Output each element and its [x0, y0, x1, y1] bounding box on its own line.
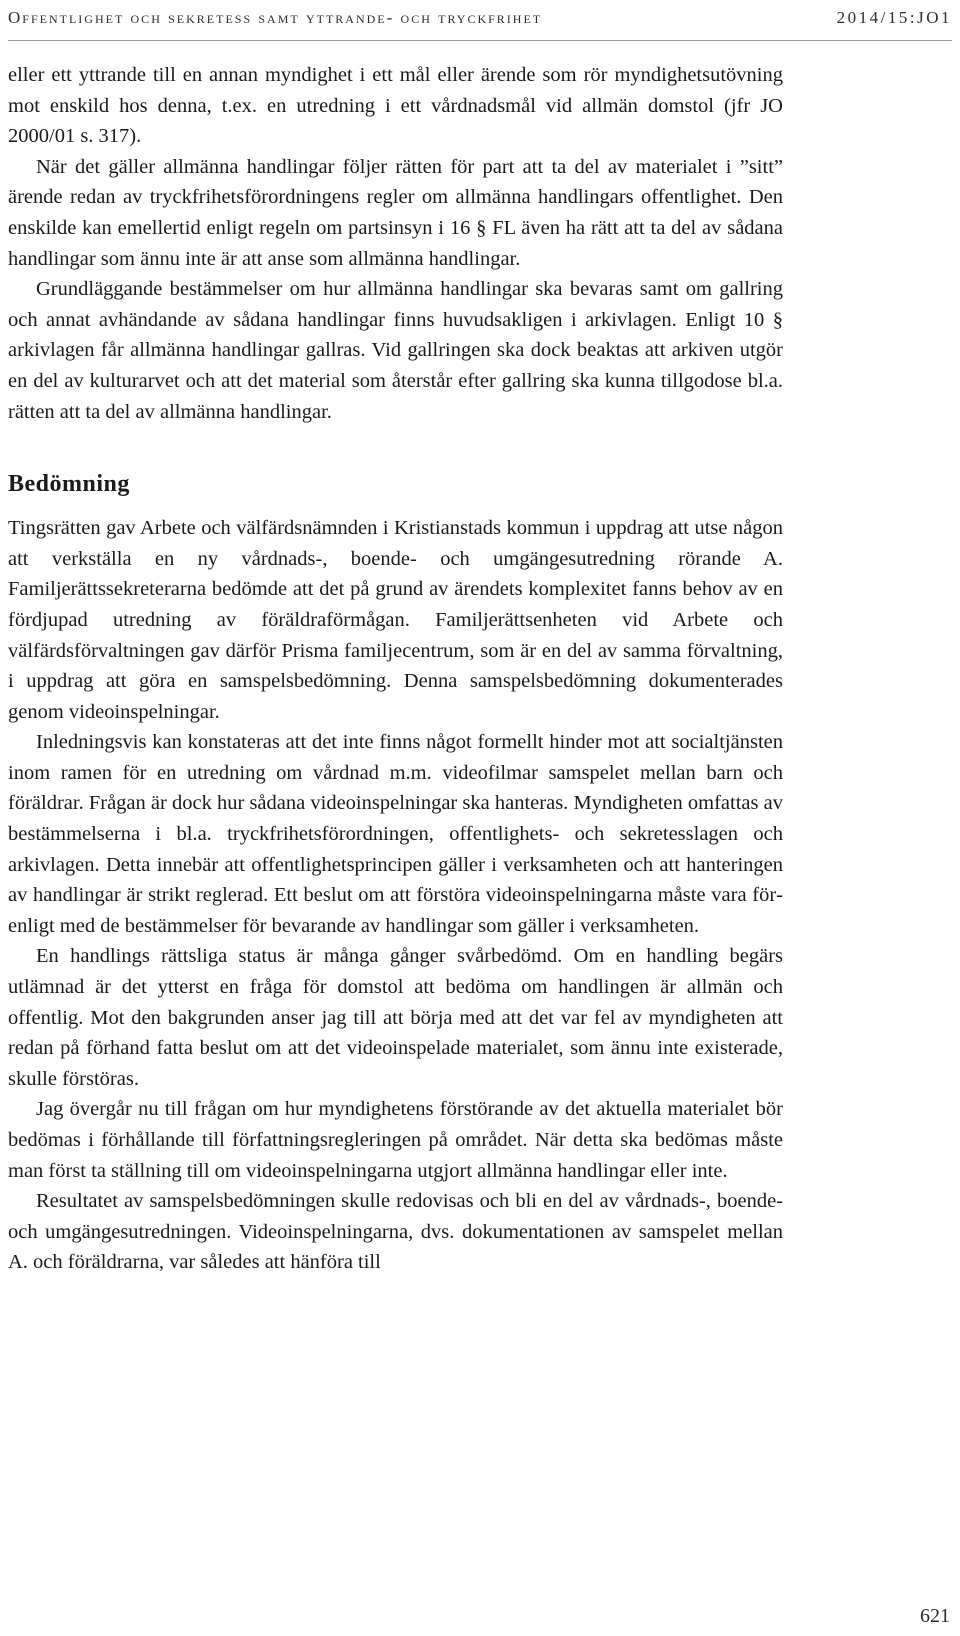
- section-heading-bedomning: Bedömning: [8, 471, 130, 498]
- paragraph-assessment-background: Tingsrätten gav Arbete och välfärdsnämnden i Kristianstads kommun i uppdrag att utse någon att verkställa en ny vårdnads-, boende- och umgängesutredning rörande A. Familjerättssekreterarna bedömde att det på grund av ärendets komplexitet fanns behov av en fördjupad utredning av föräldraförmågan. Familjerättsenheten vid Arbete och välfärdsförvaltningen gav därför Prisma familjecentrum, som är en del av samma förvaltning, i uppdrag att göra en samspelsbedömning. Denna samspelsbedömning dokumenterades genom videoinspelningar.: [8, 517, 783, 723]
- paragraph-video-recording: Inledningsvis kan konstateras att det inte finns något formellt hinder mot att socialtjänsten inom ramen för en utredning om vårdnad m.m. videofilmar samspelet mellan barn och föräldrar. Frågan är dock hur sådana videoinspelningar ska hanteras. Myndigheten omfattas av bestämmelserna i bl.a. tryckfrihetsförordningen, offentlighets- och sekretesslagen och arkivlagen. Detta innebär att offentlighetsprincipen gäller i verksamheten och att hanteringen av handlingar är strikt reglerad. Ett beslut om att förstöra videoinspelningarna måste vara förenligt med de bestämmelser för bevarande av handlingar som gäller i verksamheten.: [8, 731, 783, 937]
- header-divider: [8, 40, 952, 41]
- running-title: Offentlighet och sekretess samt yttrande- och tryckfrihet: [8, 8, 543, 27]
- report-reference: 2014/15:JO1: [836, 8, 952, 27]
- document-body: [8, 60, 783, 1278]
- paragraph-public-documents: När det gäller allmänna handlingar följer rätten för part att ta del av materialet i ”sitt” ärende redan av tryckfrihetsförordningens regler om allmänna handlingars offentlighet. Den enskilde kan emellertid enligt regeln om partsinsyn i 16 § FL även ha rätt att ta del av sådana handlingar som ännu inte är att anse som allmänna handlingar.: [8, 155, 783, 270]
- paragraph-legal-status: En handlings rättsliga status är många gånger svårbedömd. Om en handling begärs utlämnad är det ytterst en fråga för domstol att bedöma om handlingen är allmän och offentlig. Mot den bakgrunden anser jag till att börja med att det var fel av myndigheten att redan på förhand fatta beslut om att det videoinspelade materialet, som ännu inte existerade, skulle förstöras.: [8, 945, 783, 1090]
- page-header: [8, 6, 952, 36]
- paragraph-assessment-result: Resultatet av samspelsbedömningen skulle redovisas och bli en del av vårdnads-, boende- och umgängesutredningen. Videoinspelningarna, dvs. dokumentationen av samspelet mellan A. och föräldrarna, var således att hänföra till: [8, 1190, 783, 1274]
- paragraph-destruction-question: Jag övergår nu till frågan om hur myndighetens förstörande av det aktuella materialet bör bedömas i förhållande till författningsregleringen på området. När detta ska bedömas måste man först ta ställning till om videoinspelningarna utgjort allmänna handlingar eller inte.: [8, 1098, 783, 1182]
- page-number: 621: [920, 1605, 950, 1627]
- paragraph-archiving: Grundläggande bestämmelser om hur allmänna handlingar ska bevaras samt om gallring och annat avhändande av sådana handlingar finns huvudsakligen i arkivlagen. Enligt 10 § arkivlagen får allmänna handlingar gallras. Vid gallringen ska dock beaktas att arkiven utgör en del av kulturarvet och att det material som återstår efter gallring ska kunna tillgodose bl.a. rätten att ta del av allmänna handlingar.: [8, 278, 783, 423]
- paragraph-continuation: eller ett yttrande till en annan myndighet i ett mål eller ärende som rör myndighetsutövning mot enskild hos denna, t.ex. en utredning i ett vårdnadsmål vid allmän domstol (jfr JO 2000/01 s. 317).: [8, 64, 783, 148]
